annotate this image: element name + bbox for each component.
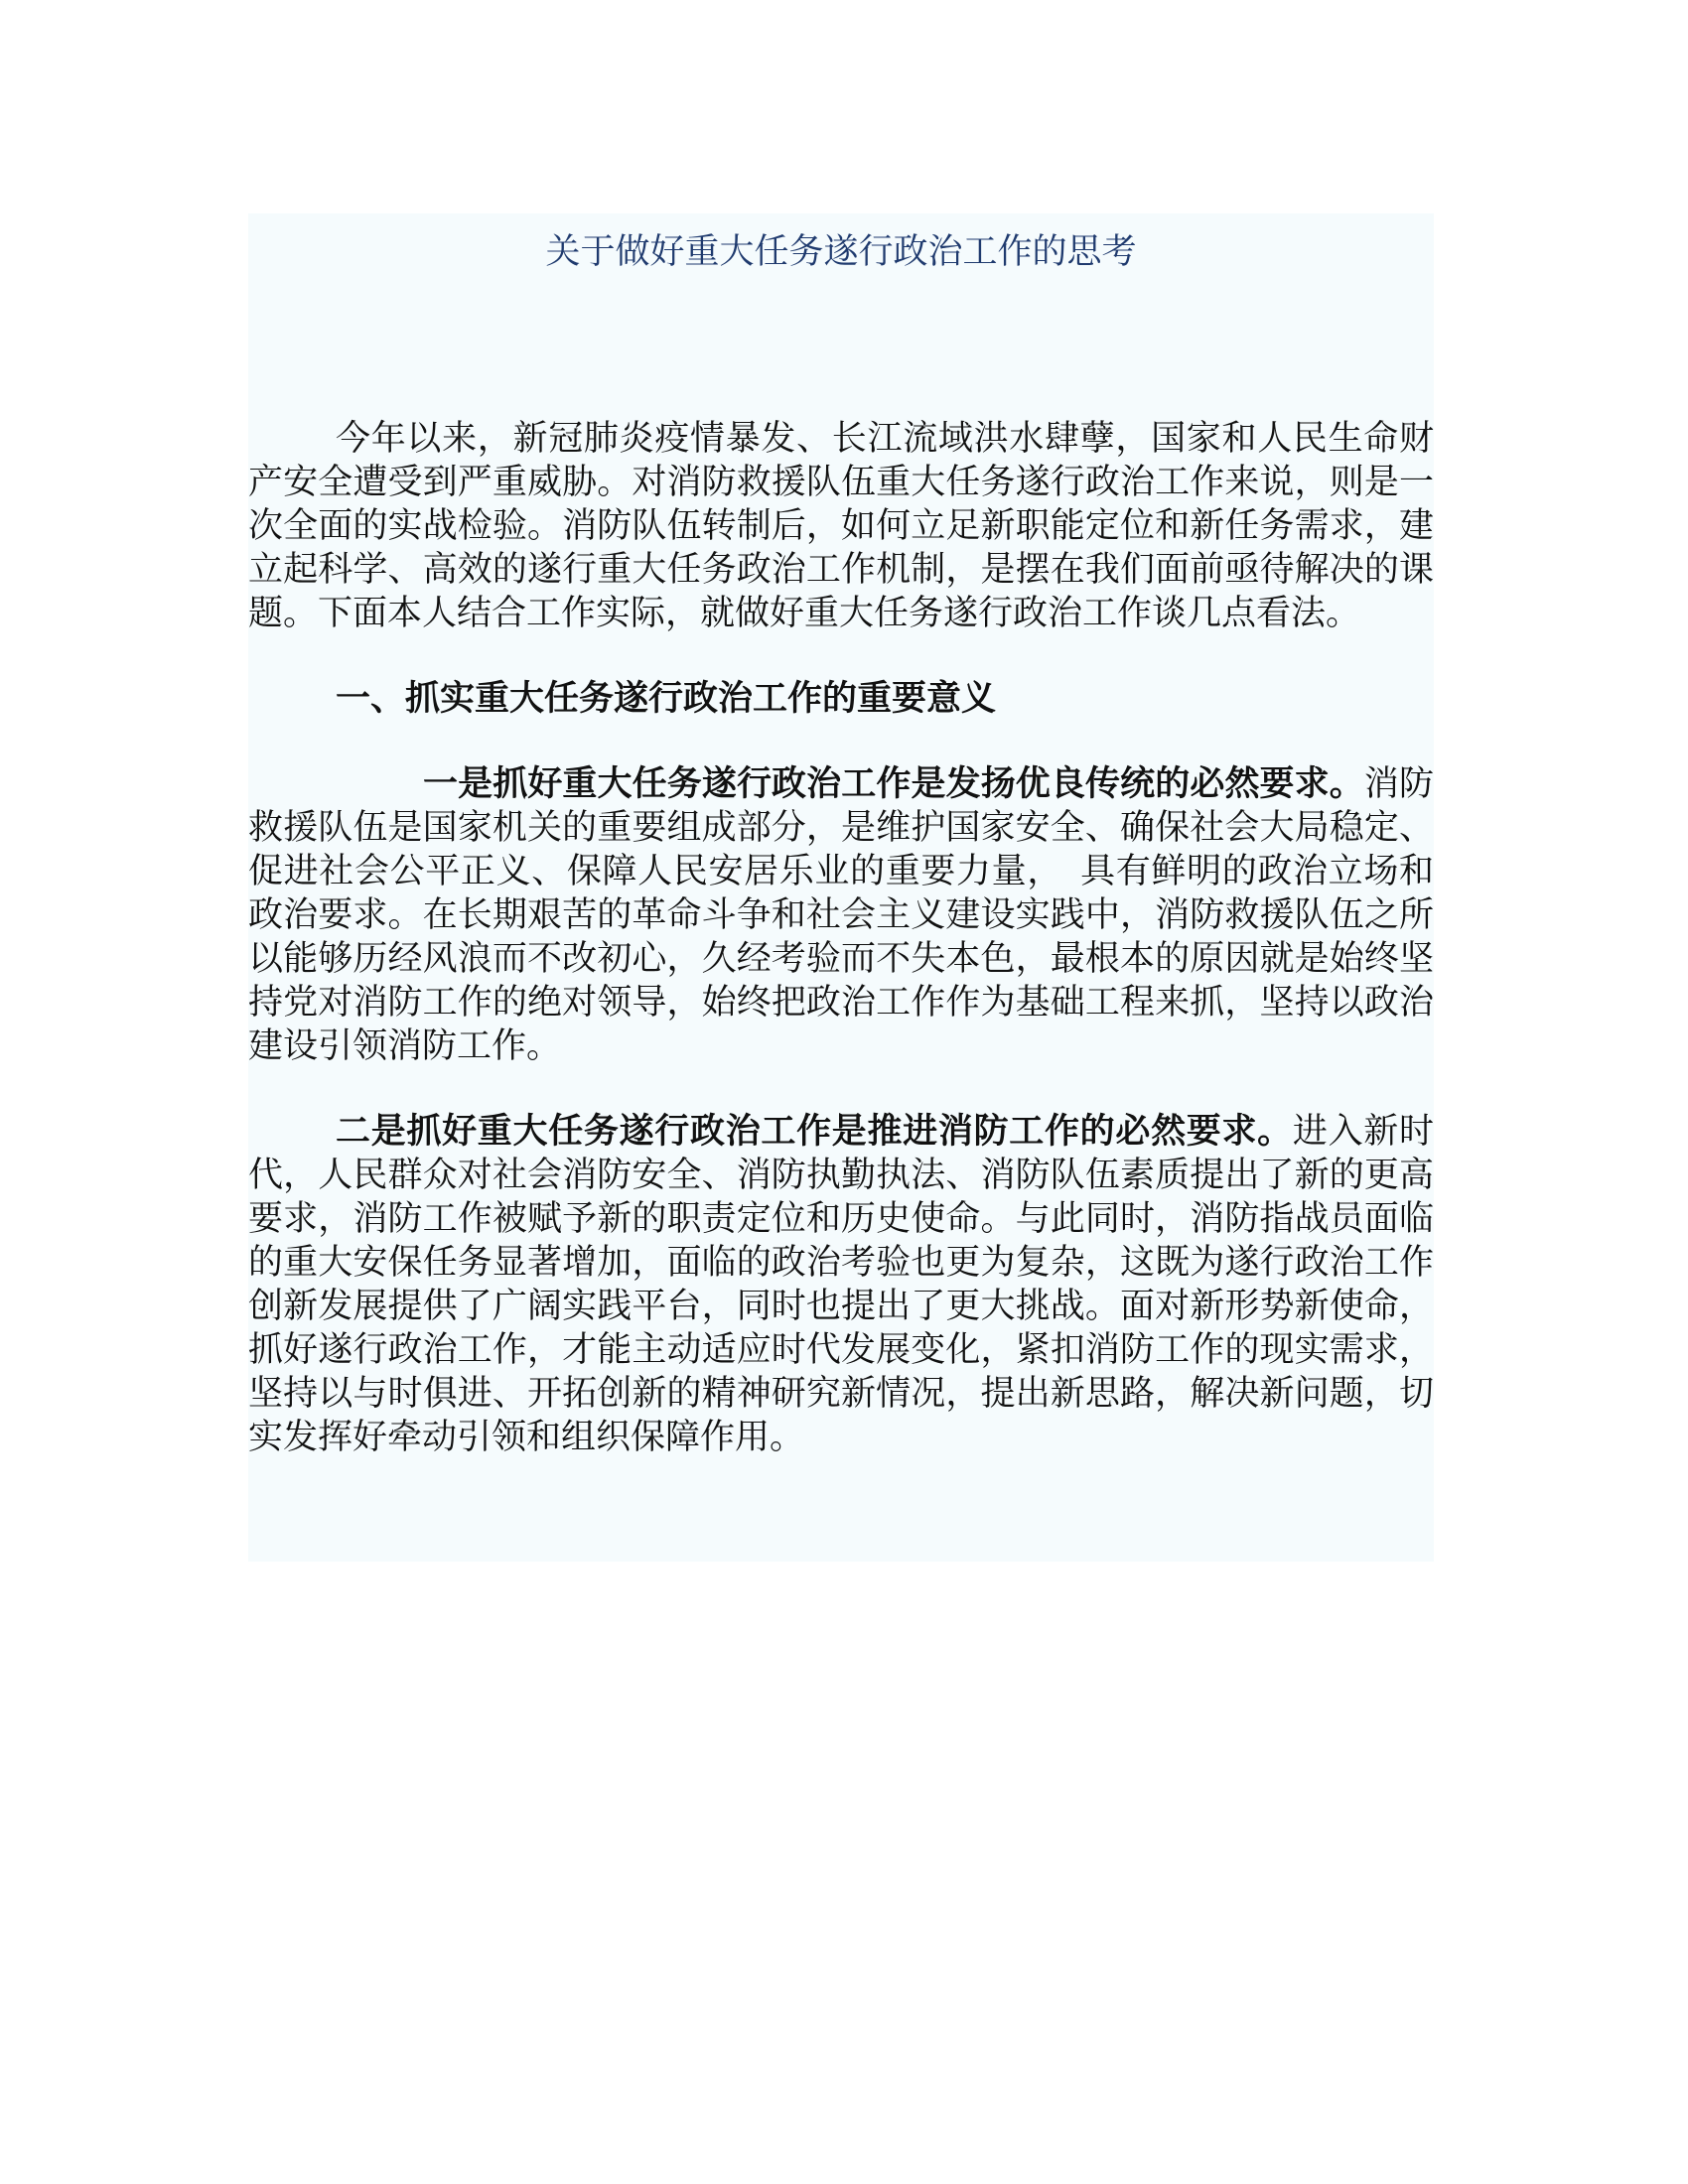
point-2-paragraph <box>248 1110 1434 1459</box>
point-2-body: 进入新时代，人民群众对社会消防安全、消防执勤执法、消防队伍素质提出了新的更高要求，消防工作被赋予新的职责定位和历史使命。与此同时，消防指战员面临的重大安保任务显著增加，面临的政治考验也更为复杂，这既为遂行政治工作创新发展提供了广阔实践平台，同时也提出了更大挑战。面对新形势新使命，抓好遂行政治工作，才能主动适应时代发展变化，紧扣消防工作的现实需求，坚持以与时俱进、开拓创新的精神研究新情况，提出新思路，解决新问题，切实发挥好牵动引领和组织保障作用。 <box>248 1112 1434 1457</box>
section-heading: 一、抓实重大任务遂行政治工作的重要意义 <box>336 678 997 719</box>
document-title: 关于做好重大任务遂行政治工作的思考 <box>545 232 1137 272</box>
document-text-block <box>248 213 1434 1562</box>
point-1-paragraph <box>248 762 1434 1068</box>
point-1-body: 消防救援队伍是国家机关的重要组成部分，是维护国家安全、确保社会大局稳定、促进社会公平正义、保障人民安居乐业的重要力量， 具有鲜明的政治立场和政治要求。在长期艰苦的革命斗争和社会主义建设实践中，消防救援队伍之所以能够历经风浪而不改初心，久经考验而不失本色，最根本的原因就是始终坚持党对消防工作的绝对领导，始终把政治工作作为基础工程来抓，坚持以政治建设引领消防工作。 <box>248 764 1434 1066</box>
intro-paragraph: 今年以来，新冠肺炎疫情暴发、长江流域洪水肆孽，国家和人民生命财产安全遭受到严重威胁。对消防救援队伍重大任务遂行政治工作来说，则是一次全面的实战检验。消防队伍转制后，如何立足新职能定位和新任务需求，建立起科学、高效的遂行重大任务政治工作机制，是摆在我们面前亟待解决的课题。下面本人结合工作实际，就做好重大任务遂行政治工作谈几点看法。 <box>248 419 1434 633</box>
point-1-lead: 一是抓好重大任务遂行政治工作是发扬优良传统的必然要求。 <box>423 763 1364 804</box>
point-2-lead: 二是抓好重大任务遂行政治工作是推进消防工作的必然要求。 <box>336 1111 1293 1152</box>
